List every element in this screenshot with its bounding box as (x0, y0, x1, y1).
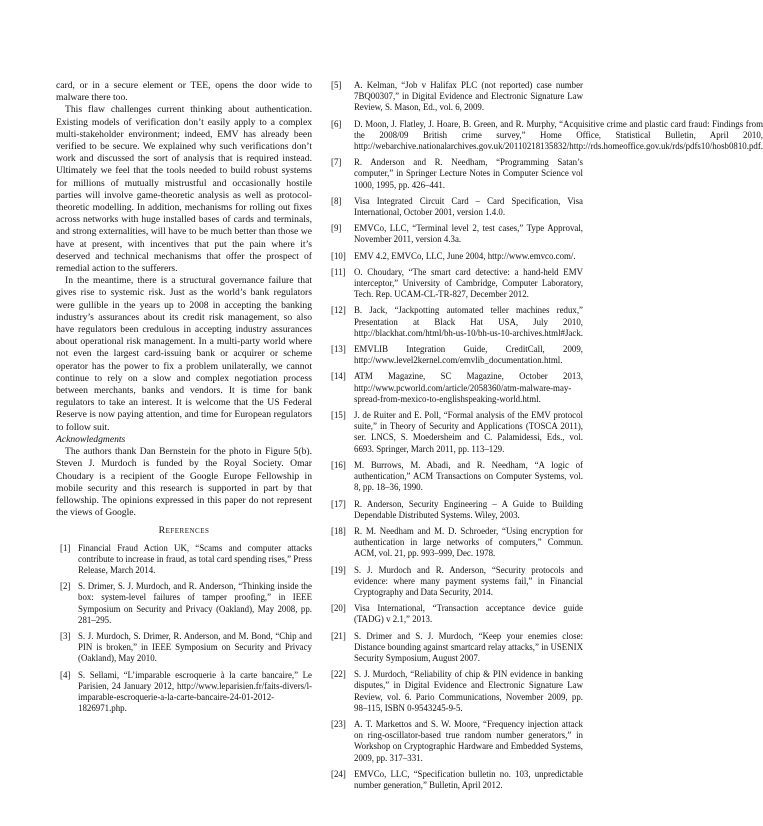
reference-number: [16] (331, 459, 346, 470)
reference-text: D. Moon, J. Flatley, J. Hoare, B. Green, and R. Murphy, “Acquisitive crime and plastic card fraud: Findings from the 2008/09 British crime survey,” Home Office, Statistical Bulletin, April 2010, http://webarchive.nationalarchives.gov.uk/20110218135832/http://rds.homeoffice.gov.uk/rds/pdfs10/hosb0810.pdf. (354, 118, 763, 152)
reference-item (331, 371, 583, 405)
reference-text: S. Drimer, S. J. Murdoch, and R. Anderson, “Thinking inside the box: system-level failures of tamper proofing,” in IEEE Symposium on Security and Privacy (Oakland), May 2008, pp. 281–295. (78, 581, 312, 625)
reference-item (331, 526, 583, 560)
reference-item (331, 118, 763, 153)
reference-item (331, 499, 583, 521)
acknowledgments-text: The authors thank Dan Bernstein for the photo in Figure 5(b). Steven J. Murdoch is funded by the Royal Society. Omar Choudary is a recipient of the Google Europe Fellowship in mobile security and this research is supported in part by that fellowship. The opinions expressed in this paper do not represent the views of Google. (56, 446, 312, 519)
reference-item (331, 80, 583, 114)
reference-number: [8] (331, 195, 342, 206)
reference-text: EMVLIB Integration Guide, CreditCall, 2009, http://www.level2kernel.com/emvlib_documentation.html. (354, 344, 583, 366)
reference-text: Visa International, “Transaction acceptance device guide (TADG) v 2.1,” 2013. (354, 603, 583, 625)
reference-item (56, 670, 312, 715)
reference-number: [9] (331, 223, 342, 234)
reference-number: [11] (331, 266, 346, 277)
reference-number: [19] (331, 564, 346, 575)
reference-text: ATM Magazine, SC Magazine, October 2013, http://www.pcworld.com/article/2058360/atm-malware-may-spread-from-mexico-to-englishspeaking-world.html. (354, 371, 583, 404)
reference-item (56, 543, 312, 577)
reference-item (56, 631, 312, 665)
reference-text: S. Sellami, “L’imparable escroquerie à la carte bancaire,” Le Parisien, 24 January 2012, http://www.leparisien.fr/faits-divers/l-imparable-escroquerie-a-la-carte-bancaire-24-01-2012-1826971.php. (78, 669, 312, 714)
reference-text: EMVCo, LLC, “Specification bulletin no. 103, unpredictable number generation,” Bulletin, April 2012. (354, 768, 583, 790)
reference-item (331, 410, 583, 455)
reference-number: [6] (331, 118, 342, 129)
reference-text: S. Drimer and S. J. Murdoch, “Keep your enemies close: Distance bounding against smartcard relay attacks,” in USENIX Security Symposium, August 2007. (354, 630, 583, 663)
reference-number: [24] (331, 768, 346, 779)
reference-text: R. M. Needham and M. D. Schroeder, “Using encryption for authentication in large networks of computers,” Commun. ACM, vol. 21, pp. 993–999, Dec. 1978. (354, 525, 583, 559)
reference-item (331, 157, 583, 191)
reference-number: [12] (331, 305, 346, 316)
reference-number: [13] (331, 344, 346, 355)
reference-text: Financial Fraud Action UK, “Scams and computer attacks contribute to increase in fraud, as total card spending rises,” Press Release, March 2014. (78, 542, 312, 575)
reference-number: [10] (331, 250, 346, 261)
left-column (56, 80, 312, 719)
reference-number: [23] (331, 718, 346, 729)
reference-text: O. Choudary, “The smart card detective: a hand-held EMV interceptor,” University of Cambridge, Computer Laboratory, Tech. Rep. UCAM-CL-TR-827, December 2012. (354, 266, 583, 300)
reference-list-right (331, 80, 763, 791)
reference-text: R. Anderson, Security Engineering – A Guide to Building Dependable Distributed Systems. Wiley, 2003. (354, 498, 583, 520)
reference-item (331, 669, 583, 714)
reference-number: [17] (331, 498, 346, 509)
paragraph-governance: In the meantime, there is a structural governance failure that gives rise to systemic risk. Just as the world’s bank regulators were gullible in the years up to 2008 in accepting the banking industry’s assurances about its credit risk management, so also have regulators been credulous in accepting industry assurances about operational risk management. In a multi-party world where not even the largest card-issuing bank or acquirer or scheme operator has the power to fix a problem unilaterally, we cannot continue to rely on a slow and complex negotiation process between merchants, banks and vendors. It is time for bank regulators to take an interest. It is welcome that the US Federal Reserve is now paying attention, and time for European regulators to follow suit. (56, 275, 312, 433)
references-heading: References (158, 525, 210, 537)
reference-text: B. Jack, “Jackpotting automated teller machines redux,” Presentation at Black Hat USA, July 2010, http://blackhat.com/html/bh-us-10/bh-us-10-archives.html#Jack. (354, 305, 583, 338)
acknowledgments-heading: Acknowledgments (56, 433, 126, 445)
reference-number: [1] (60, 542, 71, 553)
reference-number: [22] (331, 669, 346, 680)
reference-number: [4] (60, 669, 71, 680)
reference-item (331, 769, 583, 791)
reference-text: S. J. Murdoch, “Reliability of chip & PIN evidence in banking disputes,” in Digital Evidence and Electronic Signature Law Review, vol. 6. Pario Communications, November 2009, pp. 98–115, ISBN 0-9543245-9-5. (354, 669, 583, 713)
reference-list-left (56, 543, 312, 715)
paragraph-authentication: This flaw challenges current thinking about authentication. Existing models of verification don’t easily apply to a complex multi-stakeholder environment; indeed, EMV has already been verified to be secure. We explained why such verifications don’t work and discussed the sort of analysis that is required instead. Ultimately we feel that the tools needed to build robust systems for millions of mutually mistrustful and occasionally hostile parties will involve game-theoretic analysis as well as protocol-theoretic modelling. In addition, mechanisms for rolling out fixes across networks with huge installed bases of cards and terminals, and strong externalities, will have to be much better than those we have at present, with incentives that put the pain where it’s deserved and technical mechanisms that offer the prospect of remedial action to the sufferers. (56, 104, 312, 275)
reference-item (331, 603, 583, 625)
reference-text: Visa Integrated Circuit Card – Card Specification, Visa International, October 2001, version 1.4.0. (354, 195, 583, 218)
reference-item (331, 460, 583, 494)
reference-number: [21] (331, 630, 346, 641)
reference-number: [5] (331, 80, 342, 90)
reference-item (56, 581, 312, 626)
reference-item (331, 305, 583, 339)
reference-item (331, 631, 583, 665)
reference-text: A. T. Markettos and S. W. Moore, “Frequency injection attack on ring-oscillator-based true random number generators,” in Workshop on Cryptographic Hardware and Embedded Systems, 2009, pp. 317–331. (354, 718, 583, 763)
reference-text: S. J. Murdoch and R. Anderson, “Security protocols and evidence: where many payment systems fail,” in Financial Cryptography and Data Security, 2014. (354, 564, 583, 597)
reference-item (331, 719, 583, 764)
reference-item (331, 196, 583, 218)
reference-item (331, 344, 583, 366)
reference-number: [15] (331, 410, 346, 421)
reference-text: EMV 4.2, EMVCo, LLC, June 2004, http://www.emvco.com/. (354, 250, 576, 261)
reference-item (331, 251, 583, 262)
reference-number: [2] (60, 581, 71, 592)
paragraph-continuation: card, or in a secure element or TEE, opens the door wide to malware there too. (56, 80, 312, 104)
reference-item (331, 565, 583, 599)
reference-text: R. Anderson and R. Needham, “Programming Satan’s computer,” in Springer Lecture Notes in Computer Science vol 1000, 1995, pp. 426–441. (354, 157, 583, 190)
reference-number: [18] (331, 525, 346, 536)
reference-item (331, 223, 583, 245)
reference-text: EMVCo, LLC, “Terminal level 2, test cases,” Type Approval, November 2011, version 4.3a. (354, 223, 583, 245)
reference-item (331, 267, 583, 301)
reference-number: [7] (331, 157, 342, 168)
right-column (331, 80, 763, 796)
reference-text: A. Kelman, “Job v Halifax PLC (not reported) case number 7BQ00307,” in Digital Evidence and Electronic Signature Law Review, S. Mason, Ed., vol. 6, 2009. (354, 80, 583, 113)
reference-number: [20] (331, 603, 346, 614)
reference-number: [3] (60, 630, 71, 641)
reference-text: S. J. Murdoch, S. Drimer, R. Anderson, and M. Bond, “Chip and PIN is broken,” in IEEE Symposium on Security and Privacy (Oakland), May 2010. (78, 630, 312, 664)
reference-text: M. Burrows, M. Abadi, and R. Needham, “A logic of authentication,” ACM Transactions on Computer Systems, vol. 8, pp. 18–36, 1990. (354, 459, 583, 493)
reference-text: J. de Ruiter and E. Poll, “Formal analysis of the EMV protocol suite,” in Theory of Security and Applications (TOSCA 2011), ser. LNCS, S. Moedersheim and C. Palamidessi, Eds., vol. 6693. Springer, March 2011, pp. 113–129. (354, 410, 583, 454)
reference-number: [14] (331, 371, 346, 382)
